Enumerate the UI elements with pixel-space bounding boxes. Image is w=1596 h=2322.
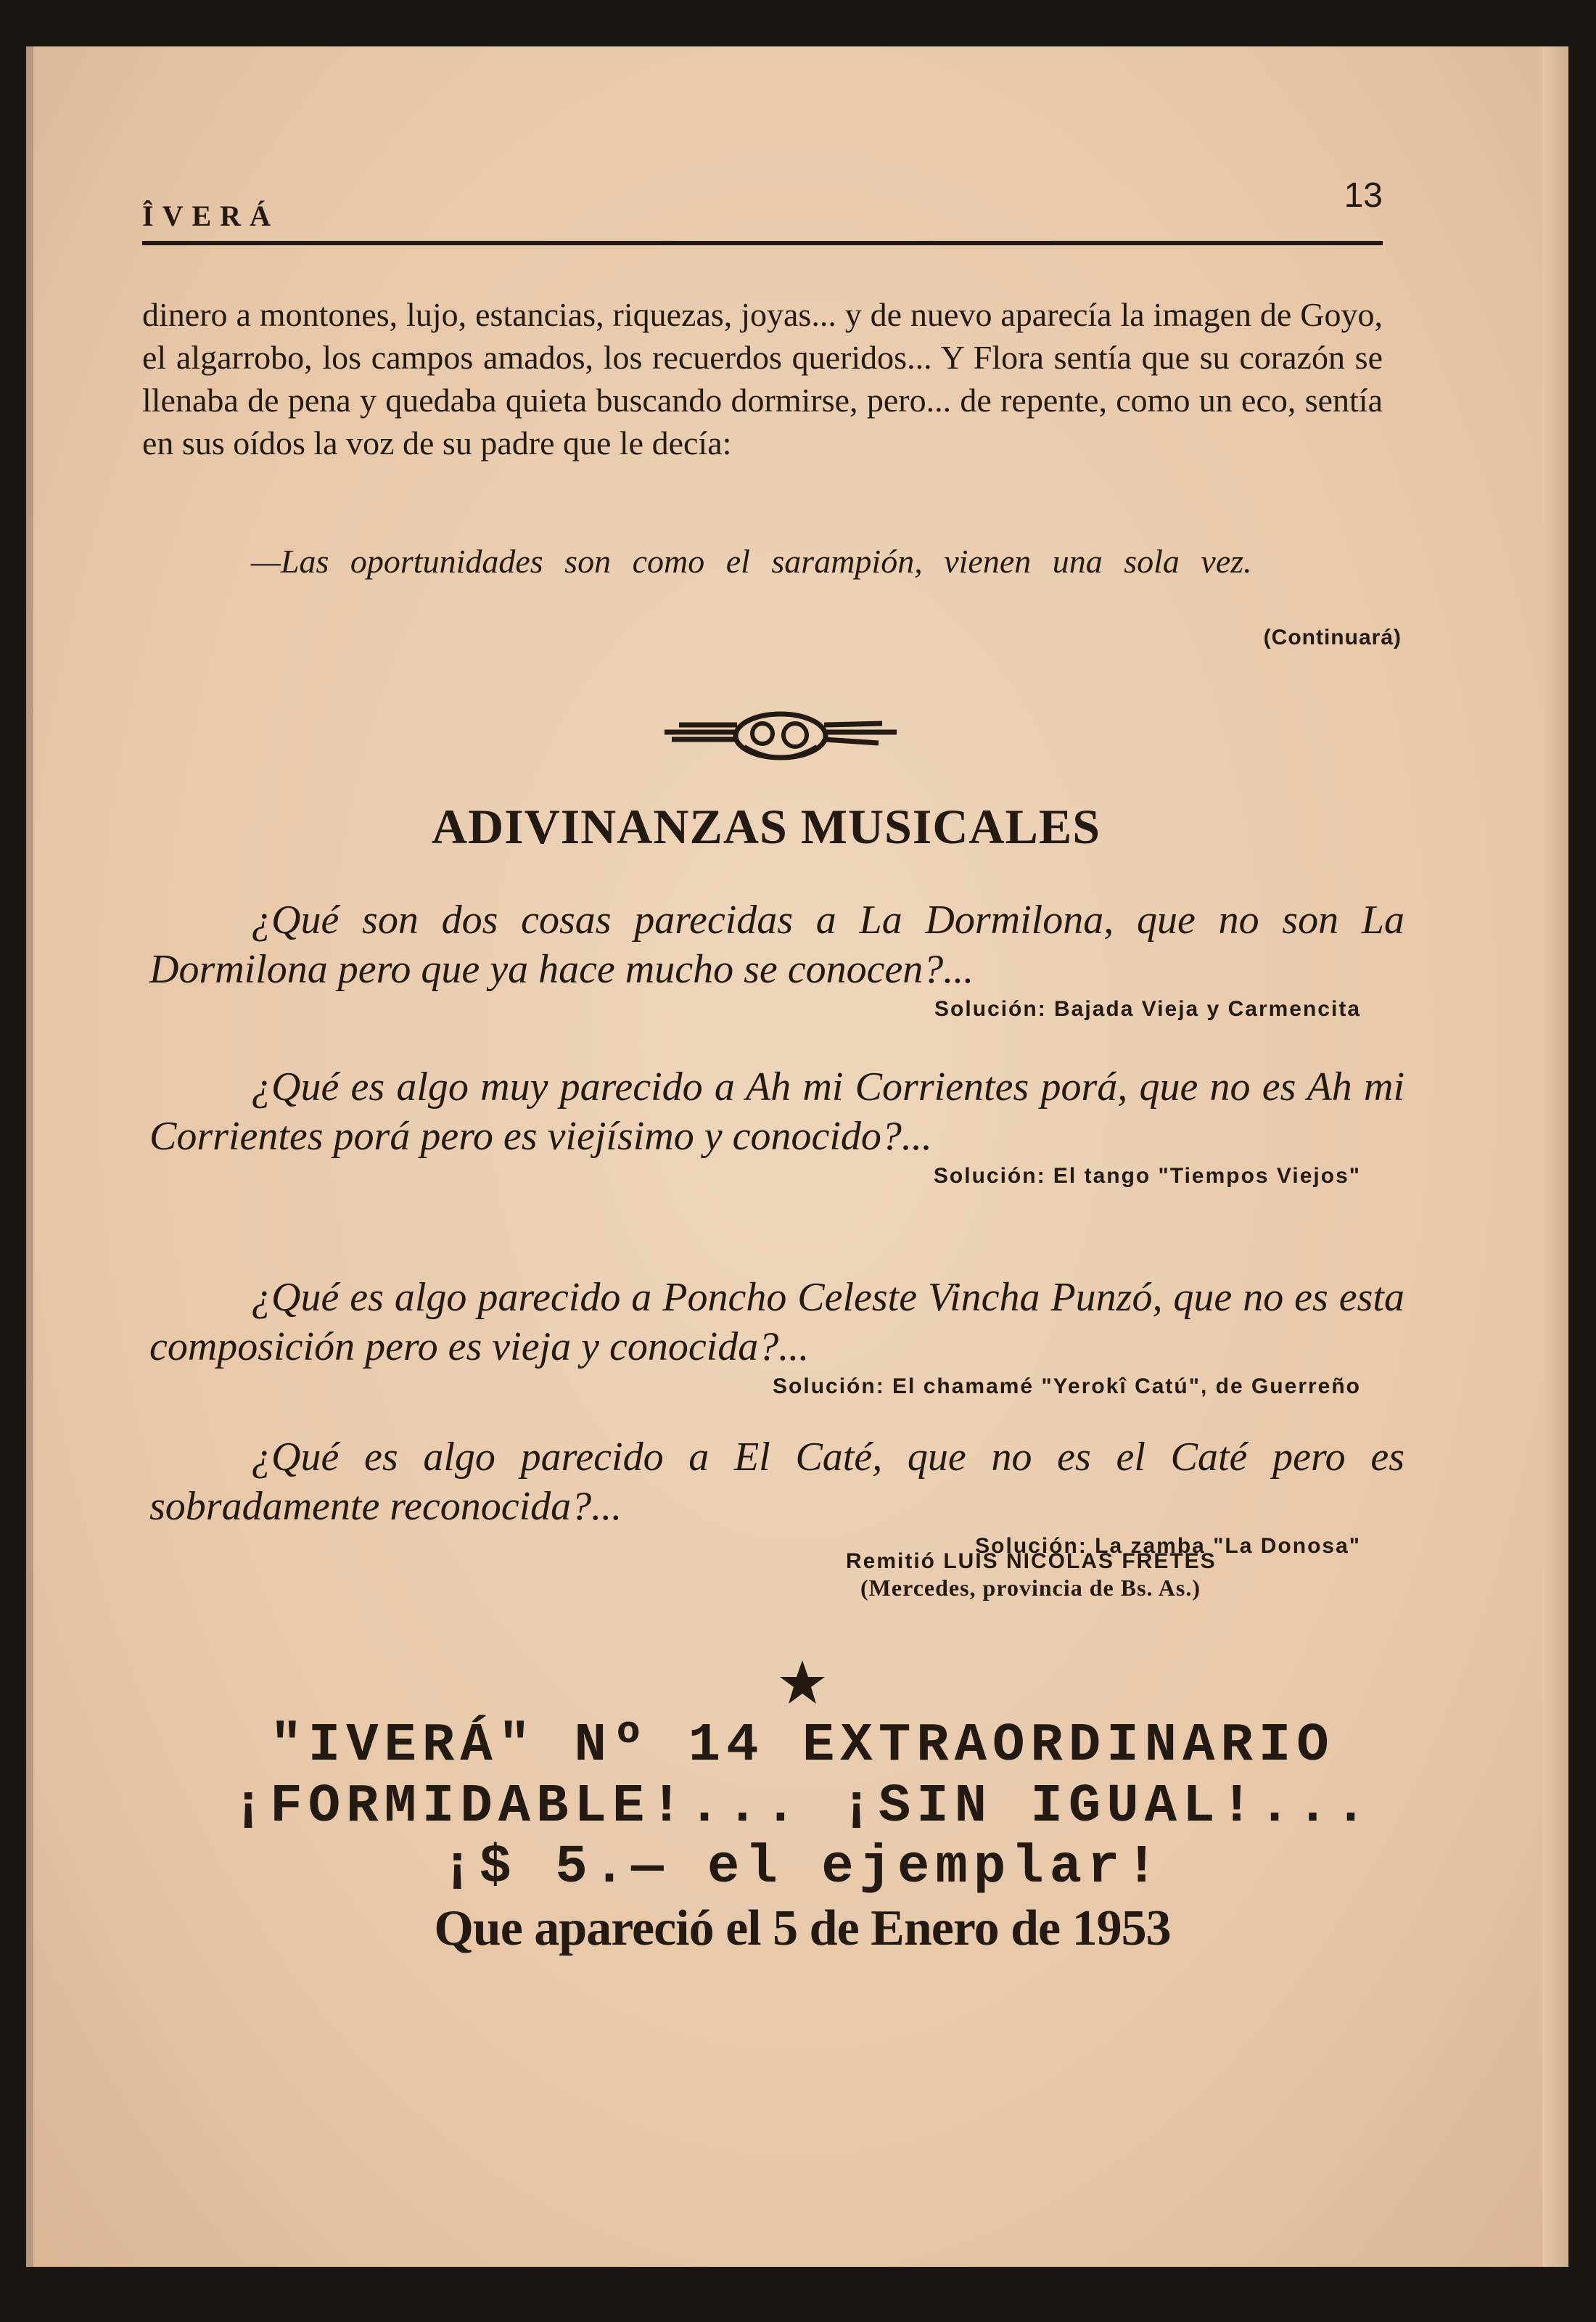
page-number: 13 (1344, 176, 1383, 215)
story-paragraph: dinero a montones, lujo, estancias, riquezas, joyas... y de nuevo aparecía la imagen de Goyo, el algarrobo, los campos amados, los recuerdos queridos... Y Flora sentía que su corazón se llenaba de pena y quedaba quieta buscando dormirse, pero... de repente, como un eco, sentía en sus oídos la voz de su padre que le decía: (142, 296, 1383, 461)
riddle-solution: Solución: El tango "Tiempos Viejos" (933, 1164, 1361, 1188)
story-quote: —Las oportunidades son como el sarampión, vienen una sola vez. (251, 543, 1252, 580)
section-title: ADIVINANZAS MUSICALES (431, 799, 1101, 854)
riddle-item (149, 1432, 1404, 1559)
sender-name: Remitió LUIS NICOLAS FRETES (846, 1549, 1217, 1573)
promo-date: Que apareció el 5 de Enero de 1953 (434, 1900, 1171, 1956)
sender-origin: (Mercedes, provincia de Bs. As.) (860, 1575, 1201, 1601)
riddle-solution: Solución: El chamamé "Yerokî Catú", de Guerreño (773, 1374, 1361, 1398)
page-header (142, 155, 1383, 242)
riddle-solution: Solución: Bajada Vieja y Carmencita (934, 997, 1361, 1021)
promo-tagline: ¡FORMIDABLE!... ¡SIN IGUAL!... (231, 1776, 1373, 1837)
riddle-question: ¿Qué son dos cosas parecidas a La Dormilona, que no son La Dormilona pero que ya hace mucho se conocen?... (149, 898, 1404, 992)
header-rule (142, 241, 1383, 245)
magazine-page (26, 46, 1568, 2267)
page-edge (1542, 46, 1568, 2267)
promo-headline: "IVERÁ" Nº 14 EXTRAORDINARIO (270, 1715, 1335, 1776)
riddle-solution: Solución: La zamba "La Donosa" (975, 1534, 1361, 1558)
riddle-question: ¿Qué es algo muy parecido a Ah mi Corrientes porá, que no es Ah mi Corrientes porá pero es viejísimo y conocido?... (149, 1064, 1404, 1159)
running-title: ÎVERÁ (142, 200, 279, 232)
promo-block (171, 1715, 1433, 1959)
star-icon (777, 1657, 828, 1708)
riddle-question: ¿Qué es algo parecido a Poncho Celeste Vincha Punzó, que no es esta composición pero es vieja y conocida?... (149, 1275, 1404, 1369)
riddle-item (149, 895, 1404, 1022)
promo-price: ¡$ 5.— el ejemplar! (441, 1837, 1164, 1898)
riddle-item (149, 1062, 1404, 1189)
continues-note: (Continuará) (1263, 625, 1402, 649)
riddle-item (149, 1273, 1404, 1399)
page-spine (26, 46, 33, 2267)
riddle-sender (846, 1548, 1368, 1601)
riddle-question: ¿Qué es algo parecido a El Caté, que no es el Caté pero es sobradamente reconocida?... (149, 1435, 1404, 1529)
ornament-divider-icon (657, 703, 904, 768)
